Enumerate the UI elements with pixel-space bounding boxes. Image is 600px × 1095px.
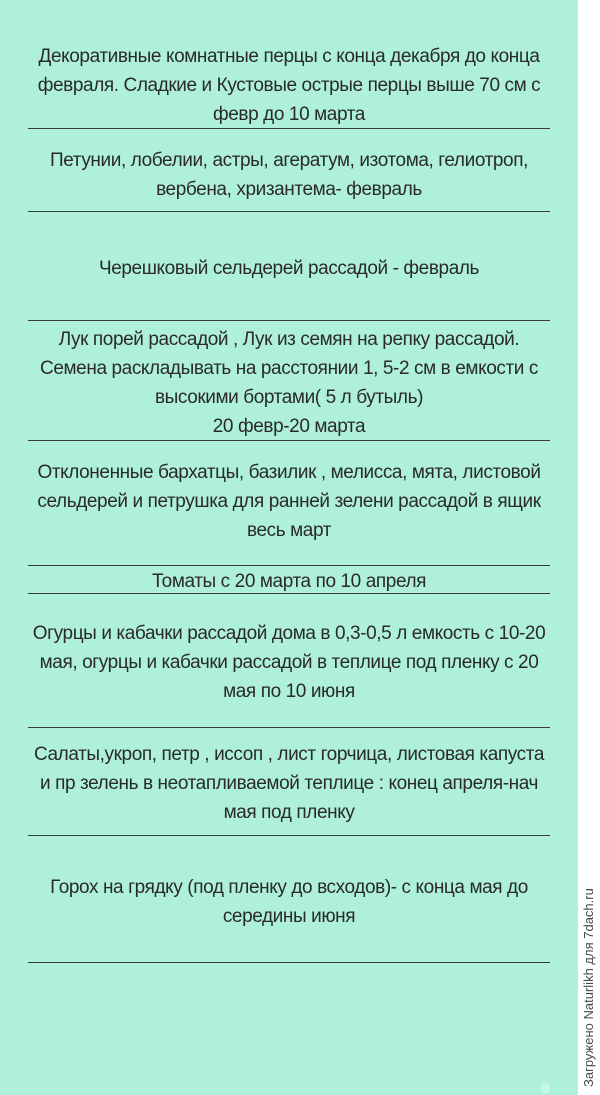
divider-line xyxy=(28,593,550,594)
divider-line xyxy=(28,211,550,212)
watermark-text: Загружено Naturlikh для 7dach.ru xyxy=(581,888,596,1087)
entry-peas: Горох на грядку (под пленку до всходов)- с конца мая до середины июня xyxy=(50,877,528,927)
entry-flowers: Петунии, лобелии, астры, агератум, изотома, гелиотроп, вербена, хризантема- февраль xyxy=(50,150,528,200)
entry-celery: Черешковый сельдерей рассадой - февраль xyxy=(98,258,480,279)
faint-mark xyxy=(540,1083,550,1093)
entry-tomatoes: Томаты с 20 марта по 10 апреля xyxy=(151,571,427,592)
entry-leek: Лук порей рассадой , Лук из семян на репку рассадой. Семена раскладывать на расстоянии 1, 5-2 см в емкости с высокими бортами( 5 л бутыль) 20 февр-20 марта xyxy=(40,329,538,437)
divider-line xyxy=(28,128,550,129)
divider-line xyxy=(28,835,550,836)
entry-cucumbers: Огурцы и кабачки рассадой дома в 0,3-0,5 л емкость с 10-20 мая, огурцы и кабачки рассадой в теплице под пленку с 20 мая по 10 июня xyxy=(32,623,546,702)
divider-line xyxy=(28,440,550,441)
entry-greens-seedlings: Отклоненные бархатцы, базилик , мелисса, мята, листовой сельдерей и петрушка для ранней зелени рассадой в ящик весь март xyxy=(37,462,541,541)
watermark-strip xyxy=(578,0,600,1095)
divider-line xyxy=(28,962,550,963)
entry-peppers: Декоративные комнатные перцы с конца декабря до конца февраля. Сладкие и Кустовые острые перцы выше 70 см с февр до 10 марта xyxy=(37,46,541,125)
divider-line xyxy=(28,565,550,566)
entry-salads: Салаты,укроп, петр , иссоп , лист горчица, листовая капуста и пр зелень в неотапливаемой теплице : конец апреля-нач мая под пленку xyxy=(33,744,545,823)
divider-line xyxy=(28,320,550,321)
divider-line xyxy=(28,727,550,728)
